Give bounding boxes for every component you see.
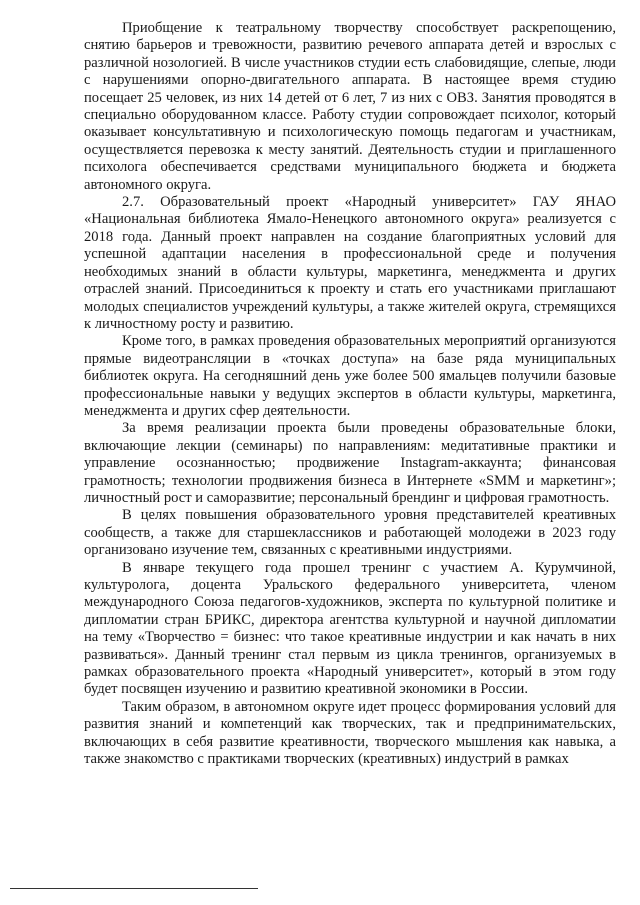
paragraph-theatre-studio: Приобщение к театральному творчеству способствует раскрепощению, снятию барьеров и тревожности, развитию речевого аппарата детей и взрослых с различной нозологией. В числе участников студии есть слабовидящие, слепые, люди с нарушениями опорно-двигательного аппарата. В настоящее время студию посещает 25 человек, из них 14 детей от 6 лет, 7 из них с ОВЗ. Занятия проводятся в специально оборудованном классе. Работу студии сопровождает психолог, который оказывает консультативную и психологическую помощь педагогам и участникам, осуществляется перевозка к месту занятий. Деятельность студии и приглашенного психолога обеспечивается средствами муниципального бюджета и бюджета автономного округа.	[84, 20, 616, 193]
paragraph-creative-communities: В целях повышения образовательного уровня представителей креативных сообществ, а также для старшеклассников и работающей молодежи в 2023 году организовано изучение тем, связанных с креативными индустриями.	[84, 507, 616, 559]
paragraph-video-broadcasts: Кроме того, в рамках проведения образовательных мероприятий организуются прямые видеотрансляции в «точках доступа» на базе ряда муниципальных библиотек округа. На сегодняшний день уже более 500 ямальцев получили базовые профессиональные навыки у ведущих экспертов в области культуры, маркетинга, менеджмента и других сфер деятельности.	[84, 333, 616, 419]
paragraph-january-training: В январе текущего года прошел тренинг с участием А. Курумчиной, культуролога, доцента Уральского федерального университета, членом международного Союза педагогов-художников, эксперта по культурной политике и дипломатии стран БРИКС, директора агентства культурной и научной дипломатии на тему «Творчество = бизнес: что такое креативные индустрии и как начать в них развиваться». Данный тренинг стал первым из цикла тренингов, организуемых в рамках образовательного проекта «Народный университет», который в этом году будет посвящен изучению и развитию креативной экономики в России.	[84, 559, 616, 698]
paragraph-project-2-7: 2.7. Образовательный проект «Народный университет» ГАУ ЯНАО «Национальная библиотека Ямало-Ненецкого автономного округа» реализуется с 2018 года. Данный проект направлен на создание благоприятных условий для успешной адаптации населения в профессиональной среде и получения необходимых знаний в области культуры, маркетинга, менеджмента и других отраслей знаний. Присоединиться к проекту и стать его участниками приглашают молодых специалистов учреждений культуры, а также жителей округа, стремящихся к личностному росту и развитию.	[84, 194, 616, 332]
paragraph-conclusion: Таким образом, в автономном округе идет процесс формирования условий для развития знаний и компетенций как творческих, так и предпринимательских, включающих в себя развитие креативности, творческого мышления как навыка, а также знакомство с практиками творческих (креативных) индустрий в рамках	[84, 698, 616, 768]
body-text	[84, 20, 616, 768]
paragraph-education-blocks: За время реализации проекта были проведены образовательные блоки, включающие лекции (семинары) по направлениям: медитативные практики и управление осознанностью; продвижение Instagram-аккаунта; финансовая грамотность; технологии продвижения бизнеса в Интернете «SMM и маркетинг»; личностный рост и саморазвитие; персональный брендинг и цифровая грамотность.	[84, 420, 616, 506]
footnote-separator	[10, 888, 258, 889]
